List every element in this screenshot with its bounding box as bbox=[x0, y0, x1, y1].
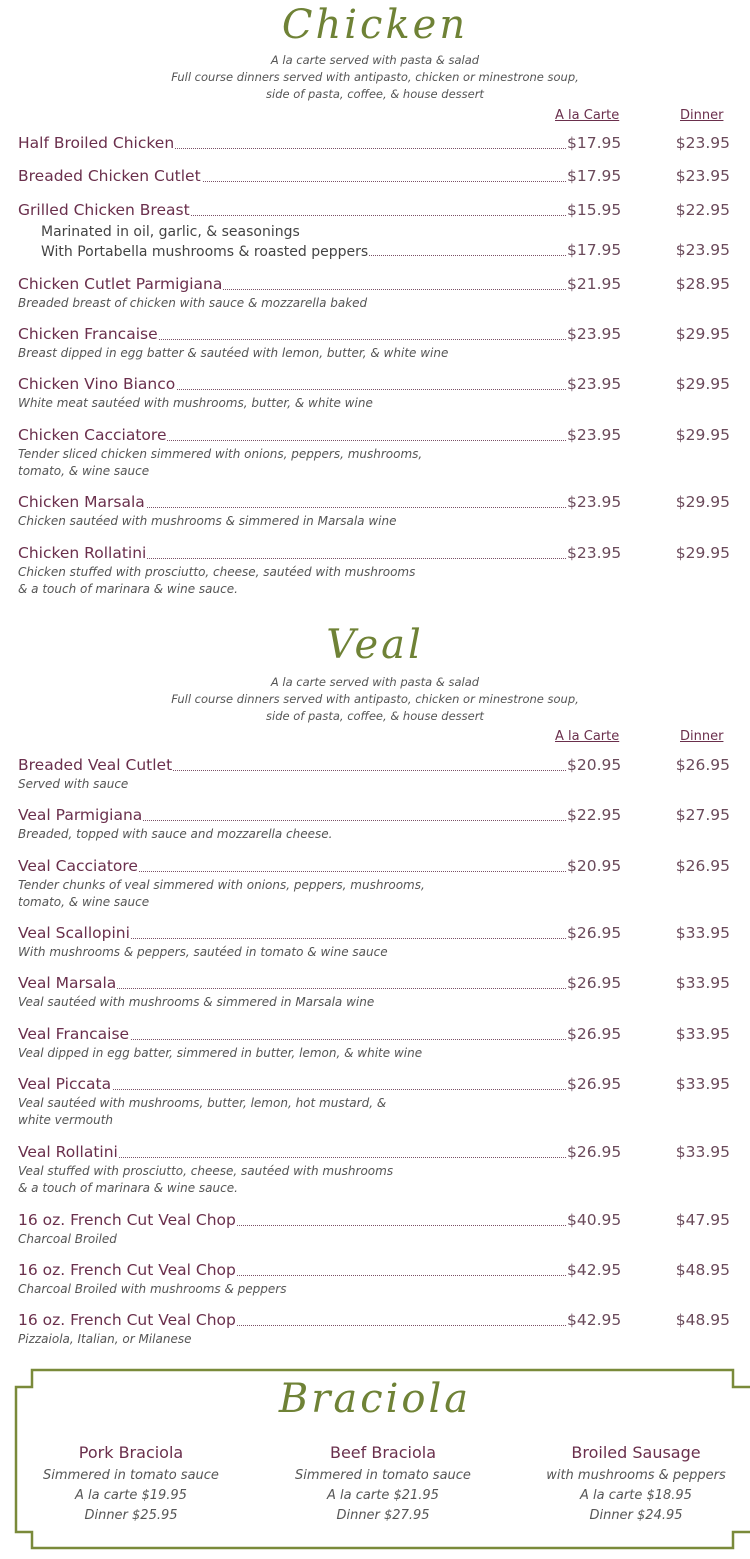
price-alacarte: $21.95 bbox=[567, 275, 622, 293]
menu-item bbox=[18, 806, 733, 843]
item-description: Tender chunks of veal simmered with onions, peppers, mushrooms, bbox=[18, 878, 425, 892]
price-alacarte: $26.95 bbox=[567, 924, 622, 942]
item-description: white vermouth bbox=[18, 1113, 114, 1127]
price-alacarte: $23.95 bbox=[567, 325, 622, 343]
item-description: Tender sliced chicken simmered with onions, peppers, mushrooms, bbox=[18, 447, 423, 461]
item-name: Chicken Rollatini bbox=[18, 544, 147, 562]
menu-item bbox=[18, 201, 733, 261]
price-alacarte: A la carte $21.95 bbox=[327, 1488, 439, 1503]
menu-item bbox=[18, 493, 733, 530]
item-name: Chicken Cutlet Parmigiana bbox=[18, 275, 223, 293]
menu-item bbox=[18, 1075, 733, 1129]
price-alacarte: $23.95 bbox=[567, 493, 622, 511]
price-alacarte: $15.95 bbox=[567, 201, 622, 219]
menu-item bbox=[18, 1025, 733, 1062]
price-alacarte: $20.95 bbox=[567, 756, 622, 774]
menu-item bbox=[18, 544, 733, 598]
item-description: Breaded breast of chicken with sauce & mozzarella baked bbox=[18, 296, 368, 310]
item-description: tomato, & wine sauce bbox=[18, 464, 150, 478]
price-dinner: $29.95 bbox=[675, 493, 730, 511]
price-dinner: $33.95 bbox=[675, 1025, 730, 1043]
item-description: With mushrooms & peppers, sautéed in tomato & wine sauce bbox=[18, 945, 388, 959]
price-alacarte: $26.95 bbox=[567, 974, 622, 992]
price-dinner: Dinner $24.95 bbox=[589, 1508, 683, 1523]
item-name: 16 oz. French Cut Veal Chop bbox=[18, 1261, 236, 1279]
price-dinner: $26.95 bbox=[675, 857, 730, 875]
menu-item bbox=[18, 134, 733, 154]
item-name: 16 oz. French Cut Veal Chop bbox=[18, 1211, 236, 1229]
item-description: tomato, & wine sauce bbox=[18, 895, 150, 909]
item-name: Breaded Veal Cutlet bbox=[18, 756, 173, 774]
item-description: & a touch of marinara & wine sauce. bbox=[18, 582, 238, 596]
price-alacarte: $23.95 bbox=[567, 375, 622, 393]
item-description: Veal stuffed with prosciutto, cheese, sautéed with mushrooms bbox=[18, 1164, 394, 1178]
price-dinner: $26.95 bbox=[675, 756, 730, 774]
item-name: Chicken Francaise bbox=[18, 325, 158, 343]
price-dinner: $33.95 bbox=[675, 1075, 730, 1093]
price-dinner: $28.95 bbox=[675, 275, 730, 293]
menu-item bbox=[18, 924, 733, 961]
item-description: Breast dipped in egg batter & sautéed with lemon, butter, & white wine bbox=[18, 346, 449, 360]
column-header-dinner: Dinner bbox=[680, 108, 724, 123]
item-name: Half Broiled Chicken bbox=[18, 134, 175, 152]
column-header-dinner: Dinner bbox=[680, 729, 724, 744]
section-subtitle: A la carte served with pasta & salad Full course dinners served with antipasto, chicken or minestrone soup, side of pasta, coffee, & house dessert bbox=[171, 53, 579, 101]
item-name: Veal Marsala bbox=[18, 974, 117, 992]
price-dinner: Dinner $27.95 bbox=[336, 1508, 430, 1523]
price-dinner: $48.95 bbox=[675, 1311, 730, 1329]
item-name: Chicken Cacciatore bbox=[18, 426, 167, 444]
menu-item bbox=[18, 167, 733, 187]
menu-item bbox=[18, 1261, 733, 1298]
item-description: Veal sautéed with mushrooms, butter, lemon, hot mustard, & bbox=[18, 1096, 387, 1110]
price-alacarte: $17.95 bbox=[567, 167, 622, 185]
column-header-alacarte: A la Carte bbox=[555, 108, 620, 123]
section-title-veal: Veal bbox=[326, 622, 424, 668]
price-dinner: $23.95 bbox=[675, 241, 730, 259]
braciola-item bbox=[268, 1440, 498, 1526]
item-name: 16 oz. French Cut Veal Chop bbox=[18, 1311, 236, 1329]
price-alacarte: $40.95 bbox=[567, 1211, 622, 1229]
price-dinner: $48.95 bbox=[675, 1261, 730, 1279]
item-description: Chicken sautéed with mushrooms & simmered in Marsala wine bbox=[18, 514, 397, 528]
item-name: Veal Piccata bbox=[18, 1075, 112, 1093]
section-title-braciola: Braciola bbox=[278, 1376, 472, 1422]
item-description: Breaded, topped with sauce and mozzarella cheese. bbox=[18, 827, 333, 841]
price-alacarte: $23.95 bbox=[567, 426, 622, 444]
price-alacarte: $26.95 bbox=[567, 1025, 622, 1043]
price-dinner: $29.95 bbox=[675, 544, 730, 562]
item-description: Pizzaiola, Italian, or Milanese bbox=[18, 1332, 192, 1346]
price-alacarte: A la carte $18.95 bbox=[580, 1488, 692, 1503]
item-description: & a touch of marinara & wine sauce. bbox=[18, 1181, 238, 1195]
price-dinner: $33.95 bbox=[675, 974, 730, 992]
menu-item bbox=[18, 1211, 733, 1248]
price-alacarte: $26.95 bbox=[567, 1143, 622, 1161]
item-description: Charcoal Broiled bbox=[18, 1232, 117, 1246]
price-alacarte: $23.95 bbox=[567, 544, 622, 562]
price-dinner: $23.95 bbox=[675, 134, 730, 152]
price-alacarte: $42.95 bbox=[567, 1311, 622, 1329]
price-alacarte: $22.95 bbox=[567, 806, 622, 824]
price-dinner: $47.95 bbox=[675, 1211, 730, 1229]
price-dinner: $33.95 bbox=[675, 1143, 730, 1161]
menu-item bbox=[18, 1143, 733, 1197]
item-description: Simmered in tomato sauce bbox=[295, 1468, 471, 1483]
menu-item bbox=[18, 857, 733, 911]
item-name: Breaded Chicken Cutlet bbox=[18, 167, 201, 185]
braciola-item bbox=[16, 1440, 246, 1526]
price-alacarte: $20.95 bbox=[567, 857, 622, 875]
menu-item bbox=[18, 275, 733, 312]
price-alacarte: $17.95 bbox=[567, 134, 622, 152]
menu-item bbox=[18, 974, 733, 1011]
price-dinner: $29.95 bbox=[675, 375, 730, 393]
menu-item bbox=[18, 1311, 733, 1348]
item-description: Chicken stuffed with prosciutto, cheese, sautéed with mushrooms bbox=[18, 565, 416, 579]
section-subtitle: A la carte served with pasta & salad Full course dinners served with antipasto, chicken or minestrone soup, side of pasta, coffee, & house dessert bbox=[171, 675, 579, 723]
item-name: Veal Parmigiana bbox=[18, 806, 143, 824]
price-dinner: Dinner $25.95 bbox=[84, 1508, 178, 1523]
menu-item bbox=[18, 426, 733, 480]
item-name: Chicken Vino Bianco bbox=[18, 375, 176, 393]
price-dinner: $29.95 bbox=[675, 325, 730, 343]
item-description: Veal dipped in egg batter, simmered in butter, lemon, & white wine bbox=[18, 1046, 423, 1060]
column-header-alacarte: A la Carte bbox=[555, 729, 620, 744]
item-name: Beef Braciola bbox=[329, 1443, 437, 1462]
price-dinner: $27.95 bbox=[675, 806, 730, 824]
item-description: Charcoal Broiled with mushrooms & peppers bbox=[18, 1282, 287, 1296]
price-alacarte: A la carte $19.95 bbox=[75, 1488, 187, 1503]
item-name: Pork Braciola bbox=[78, 1443, 184, 1462]
price-dinner: $29.95 bbox=[675, 426, 730, 444]
item-name: Veal Cacciatore bbox=[18, 857, 138, 875]
braciola-item bbox=[521, 1440, 750, 1526]
item-description: Veal sautéed with mushrooms & simmered in Marsala wine bbox=[18, 995, 375, 1009]
item-note: Marinated in oil, garlic, & seasonings bbox=[41, 224, 300, 240]
item-name: Chicken Marsala bbox=[18, 493, 145, 511]
menu-item bbox=[18, 375, 733, 412]
item-variant: With Portabella mushrooms & roasted peppers $17.95 $23.95 bbox=[41, 241, 730, 260]
menu-item bbox=[18, 756, 733, 793]
item-name: Broiled Sausage bbox=[571, 1443, 701, 1462]
price-alacarte: $42.95 bbox=[567, 1261, 622, 1279]
menu-item bbox=[18, 325, 733, 362]
item-name: Veal Scallopini bbox=[18, 924, 130, 942]
price-alacarte: $26.95 bbox=[567, 1075, 622, 1093]
item-description: White meat sautéed with mushrooms, butter, & white wine bbox=[18, 396, 373, 410]
item-description: with mushrooms & peppers bbox=[546, 1468, 726, 1483]
item-name: Grilled Chicken Breast bbox=[18, 201, 190, 219]
item-name: Veal Francaise bbox=[18, 1025, 130, 1043]
price-dinner: $22.95 bbox=[675, 201, 730, 219]
item-name: Veal Rollatini bbox=[18, 1143, 118, 1161]
price-dinner: $23.95 bbox=[675, 167, 730, 185]
price-dinner: $33.95 bbox=[675, 924, 730, 942]
price-alacarte: $17.95 bbox=[567, 241, 622, 259]
item-description: Simmered in tomato sauce bbox=[43, 1468, 219, 1483]
section-title-chicken: Chicken bbox=[281, 2, 469, 48]
item-description: Served with sauce bbox=[18, 777, 129, 791]
